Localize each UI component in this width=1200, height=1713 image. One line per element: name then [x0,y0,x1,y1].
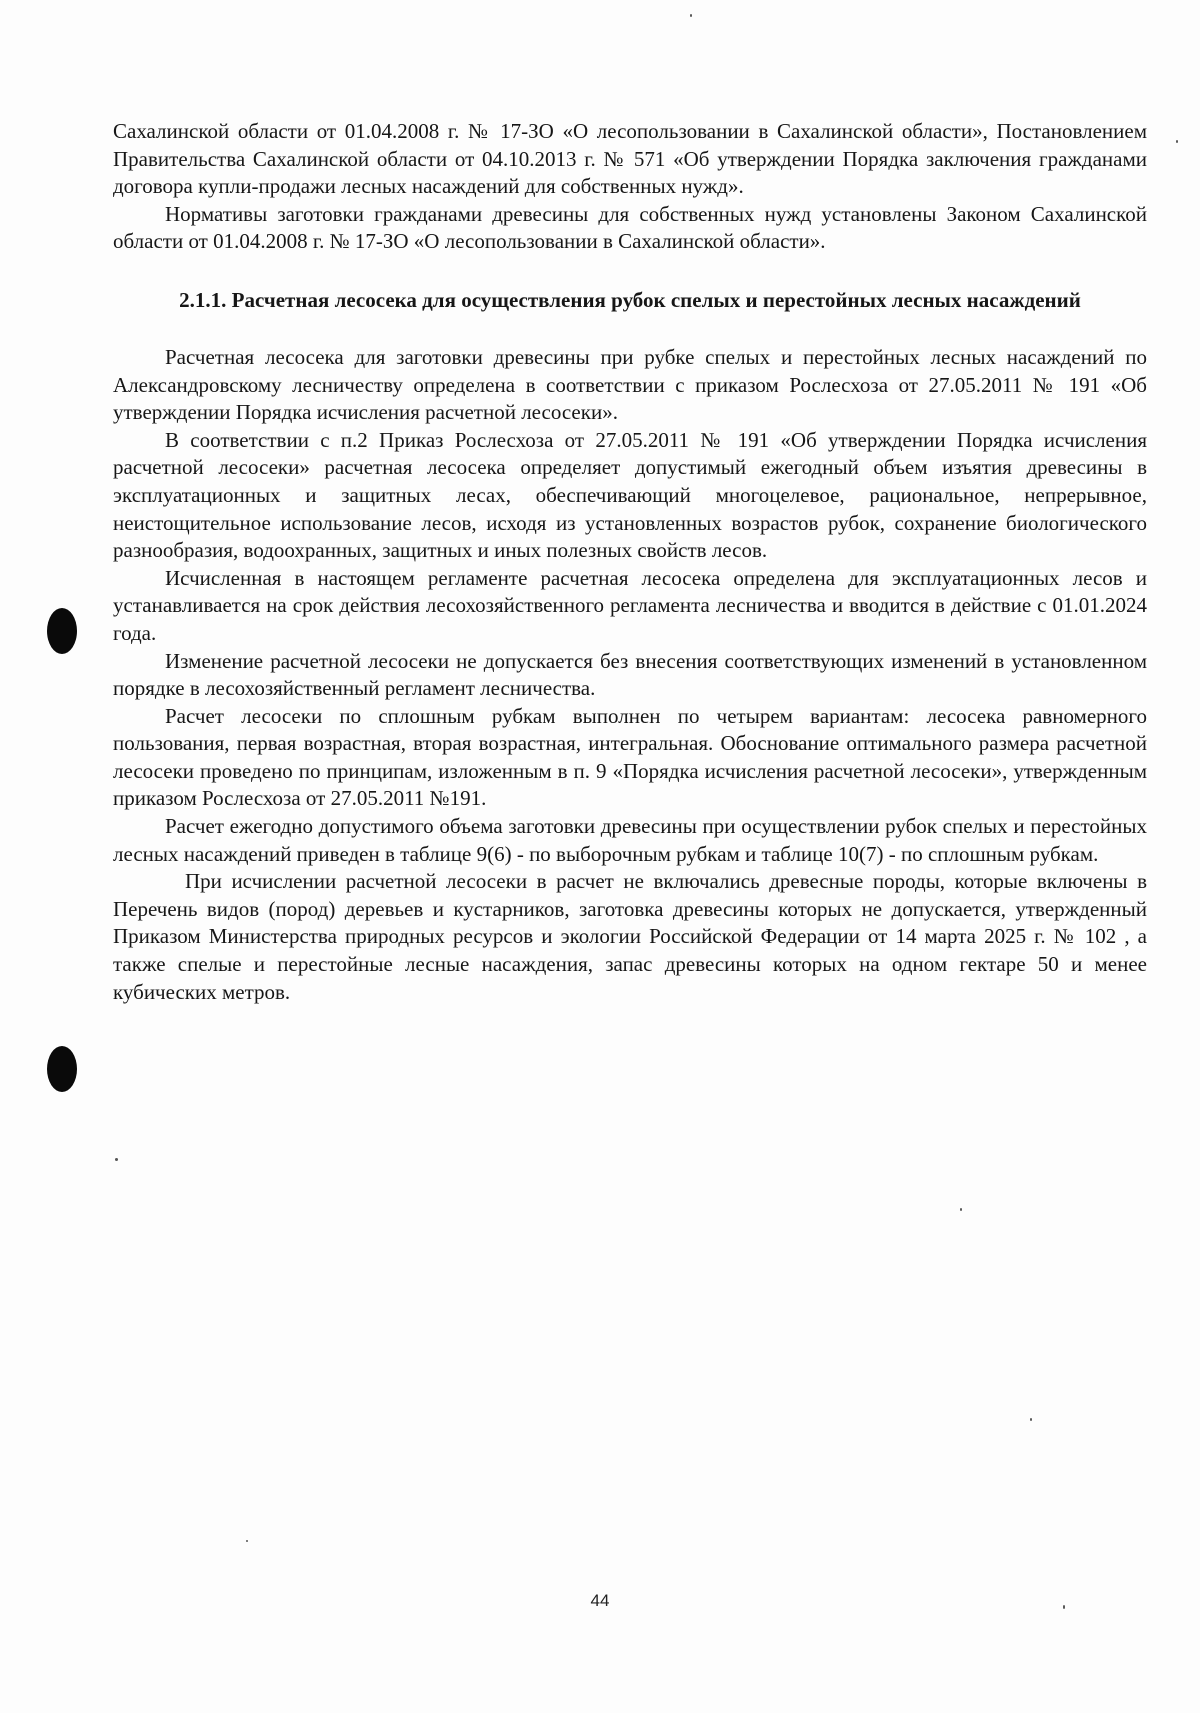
paragraph: В соответствии с п.2 Приказ Рослесхоза от 27.05.2011 № 191 «Об утверждении Порядка исчисления расчетной лесосеки» расчетная лесосека определяет допустимый ежегодный объем изъятия древесины в эксплуатационных и защитных лесах, обеспечивающий многоцелевое, рациональное, непрерывное, неистощительное использование лесов, исходя из установленных возрастов рубок, сохранение биологического разнообразия, водоохранных, защитных и иных полезных свойств лесов. [113,427,1147,563]
paragraph: Нормативы заготовки гражданами древесины для собственных нужд установлены Законом Сахалинской области от 01.04.2008 г. № 17-ЗО «О лесопользовании в Сахалинской области». [113,201,1147,254]
scan-speck [115,1158,118,1161]
paragraph: При исчислении расчетной лесосеки в расчет не включались древесные породы, которые включены в Перечень видов (пород) деревьев и кустарников, заготовка древесины которых не допускается, утвержденный Приказом Министерства природных ресурсов и экологии Российской Федерации от 14 марта 2025 г. № 102 , а также спелые и перестойные лесные насаждения, запас древесины которых на одном гектаре 50 и менее кубических метров. [113,869,1147,1004]
paragraph: Расчет ежегодно допустимого объема заготовки древесины при осуществлении рубок спелых и перестойных лесных насаждений приведен в таблице 9(6) - по выборочным рубкам и таблице 10(7) - по сплошным рубкам. [113,814,1147,866]
punch-hole-mark [47,1046,77,1092]
punch-hole-mark [47,608,77,654]
paragraph: Расчетная лесосека для заготовки древесины при рубке спелых и перестойных лесных насаждений по Александровскому лесничеству определена в соответствии с приказом Рослесхоза от 27.05.2011 № 191 «Об утверждении Порядка исчисления расчетной лесосеки». [113,344,1147,425]
paragraph: Изменение расчетной лесосеки не допускается без внесения соответствующих изменений в установленном порядке в лесохозяйственный регламент лесничества. [113,648,1147,701]
scan-speck [960,1208,962,1211]
paragraph: Исчисленная в настоящем регламенте расчетная лесосека определена для эксплуатационных лесов и устанавливается на срок действия лесохозяйственного регламента лесничества и вводится в действие с 01.01.2024 года. [113,565,1147,645]
page-content [113,118,1147,1006]
paragraph: Расчет лесосеки по сплошным рубкам выполнен по четырем вариантам: лесосека равномерного пользования, первая возрастная, вторая возрастная, интегральная. Обоснование оптимального размера расчетной лесосеки проведено по принципам, изложенным в п. 9 «Порядка исчисления расчетной лесосеки», утвержденным приказом Рослесхоза от 27.05.2011 №191. [113,703,1147,811]
scan-speck [690,14,692,17]
paragraph-continuation: Сахалинской области от 01.04.2008 г. № 17-ЗО «О лесопользовании в Сахалинской области», Постановлением Правительства Сахалинской области от 04.10.2013 г. № 571 «Об утверждении Порядка заключения гражданами договора купли-продажи лесных насаждений для собственных нужд». [113,119,1147,199]
scan-speck [1176,140,1178,143]
scan-speck [1030,1418,1032,1421]
section-heading: 2.1.1. Расчетная лесосека для осуществления рубок спелых и перестойных лесных насаждений [179,287,1081,312]
scan-speck [246,1540,248,1542]
page-number: 44 [590,1591,610,1610]
